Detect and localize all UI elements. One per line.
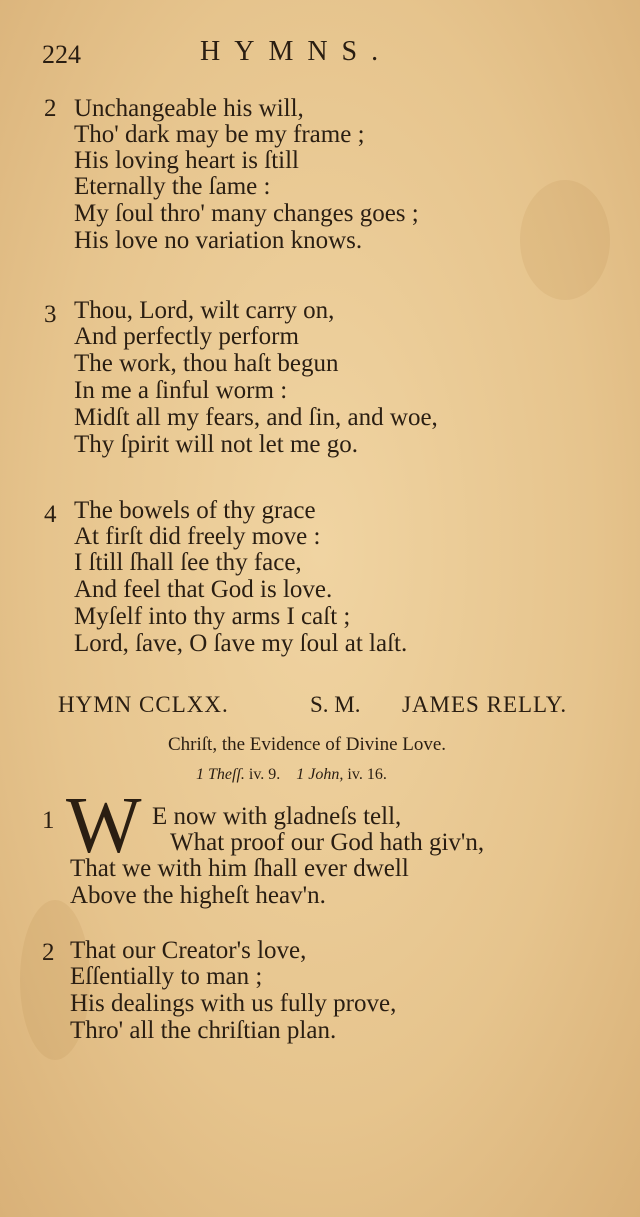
verse-line: And perfectly perform <box>74 323 299 350</box>
hymn-author: JAMES RELLY. <box>402 692 568 717</box>
verse-line: Myſelf into thy arms I caſt ; <box>74 603 351 630</box>
stanza-number: 3 <box>44 301 57 328</box>
verse-line: Eternally the ſame : <box>74 173 271 200</box>
hymn-subtitle: Chriſt, the Evidence of Divine Love. <box>168 734 447 755</box>
stanza-number: 2 <box>44 95 57 122</box>
stanza-number: 4 <box>44 501 57 528</box>
hymn-meter: S. M. <box>310 692 361 717</box>
verse-line: I ſtill ſhall ſee thy face, <box>74 549 302 576</box>
reference-location: iv. 16. <box>347 766 387 783</box>
verse-line: The bowels of thy grace <box>74 497 316 524</box>
drop-cap: W <box>66 782 142 870</box>
verse-line: In me a ſinful worm : <box>74 377 288 404</box>
stanza-number: 1 <box>42 807 55 834</box>
reference-book: 1 John, <box>296 766 344 783</box>
verse-line: At firſt did freely move : <box>74 523 321 550</box>
running-title: HYMNS. <box>200 36 393 67</box>
stanza-number: 2 <box>42 939 55 966</box>
verse-line: His dealings with us fully prove, <box>70 990 397 1017</box>
verse-line: Thro' all the chriſtian plan. <box>70 1017 337 1044</box>
verse-line: My ſoul thro' many changes goes ; <box>74 200 419 227</box>
page-header <box>42 36 422 70</box>
verse-line: And feel that God is love. <box>74 576 333 603</box>
verse-line: His loving heart is ſtill <box>74 147 299 174</box>
hymn-heading <box>58 692 578 722</box>
verse-line: That we with him ſhall ever dwell <box>70 855 409 882</box>
reference-book: 1 Theſſ. <box>196 766 245 783</box>
verse-line: What proof our God hath giv'n, <box>170 829 485 856</box>
paper-stain <box>520 180 610 300</box>
reference-location: iv. 9. <box>248 766 281 783</box>
verse-line: That our Creator's love, <box>70 937 307 964</box>
verse-line: Midſt all my fears, and ſin, and woe, <box>74 404 438 431</box>
scripture-references <box>196 766 387 784</box>
verse-line: Tho' dark may be my frame ; <box>74 121 365 148</box>
verse-line: Lord, ſave, O ſave my ſoul at laſt. <box>74 630 408 657</box>
verse-line: Thy ſpirit will not let me go. <box>74 431 358 458</box>
verse-line: Thou, Lord, wilt carry on, <box>74 297 335 324</box>
hymn-title: HYMN CCLXX. <box>58 692 229 717</box>
verse-line: E now with gladneſs tell, <box>152 803 402 830</box>
verse-line: The work, thou haſt begun <box>74 350 339 377</box>
verse-line: Above the higheſt heav'n. <box>70 882 326 909</box>
verse-line: Eſſentially to man ; <box>70 963 263 990</box>
page-number: 224 <box>42 40 81 69</box>
verse-line: Unchangeable his will, <box>74 95 304 122</box>
verse-line: His love no variation knows. <box>74 227 363 254</box>
